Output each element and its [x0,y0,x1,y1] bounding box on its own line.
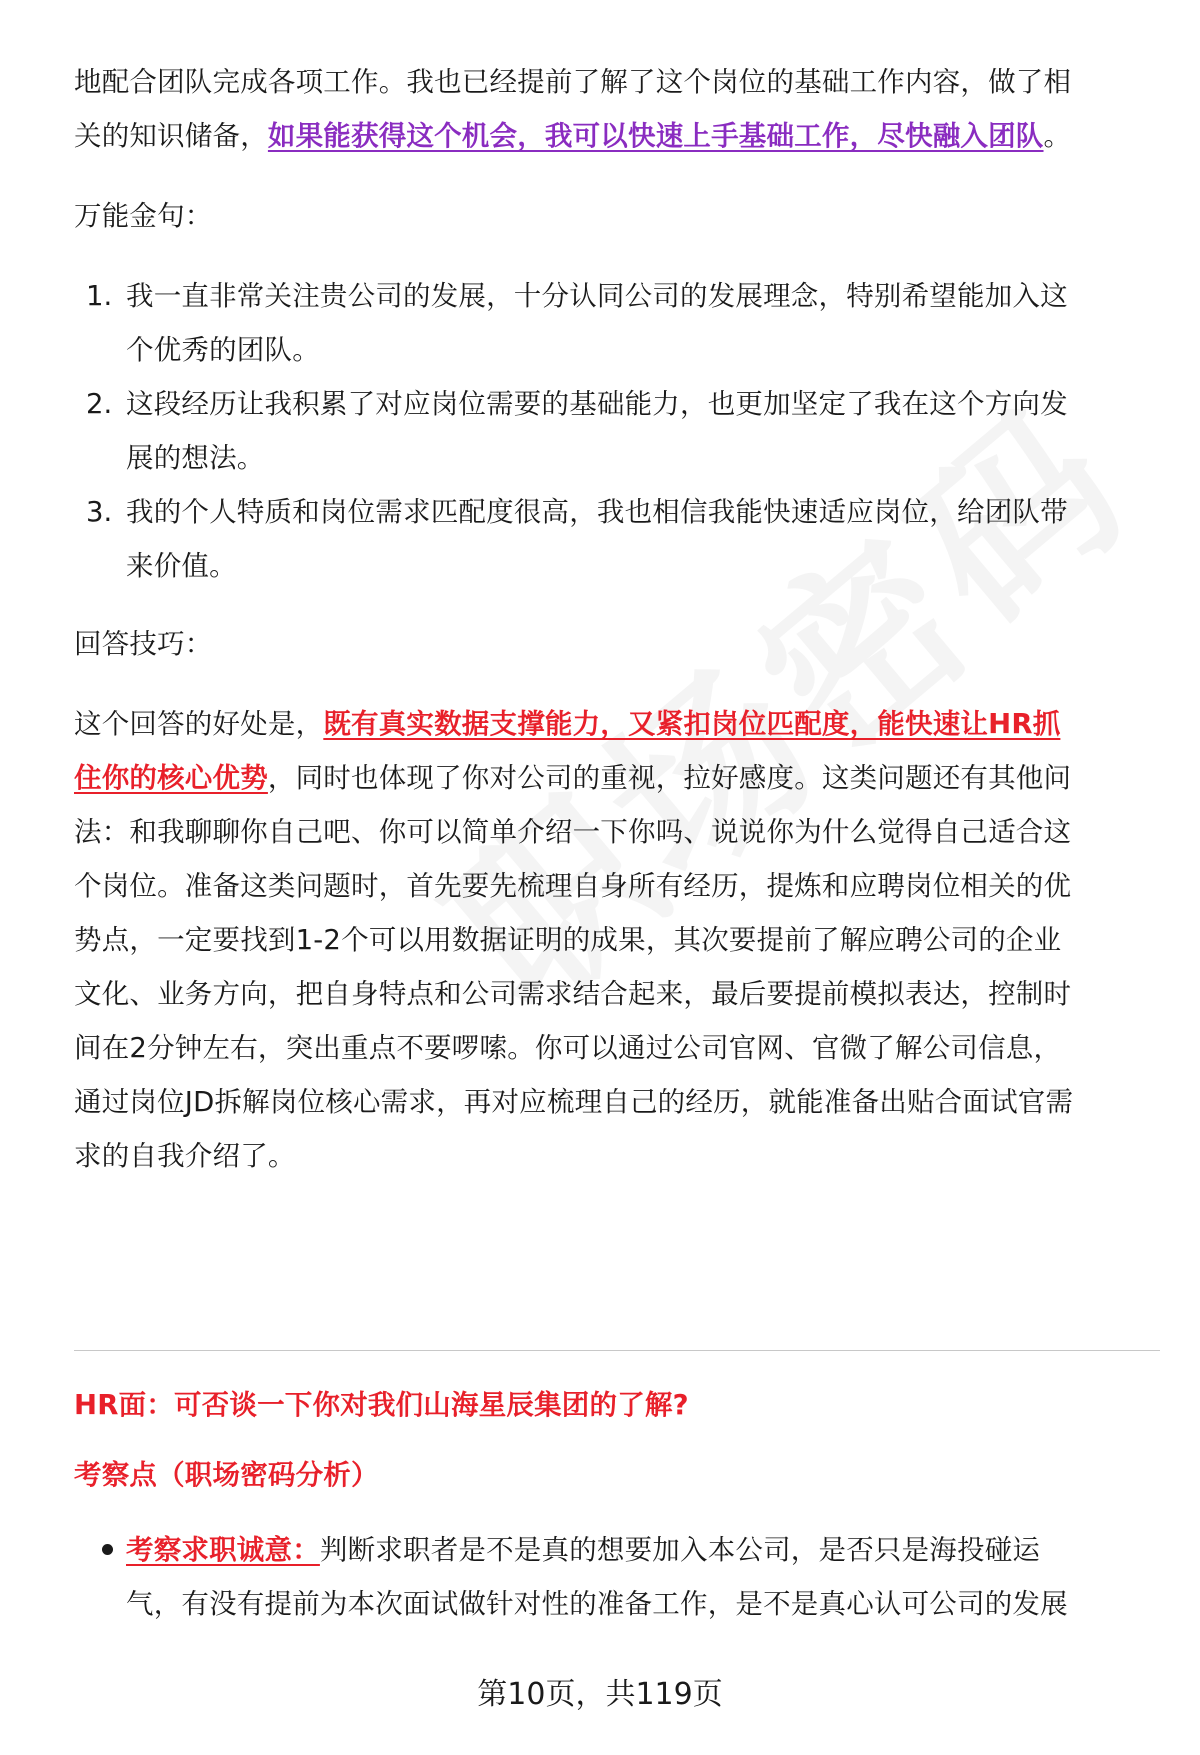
bullet-icon [102,1544,113,1555]
tips-highlight: 既有真实数据支撑能力，又紧扣岗位匹配度，能快速让HR抓 [323,708,1061,740]
list-number: 2. [86,388,113,420]
list-item-line: 这段经历让我积累了对应岗位需要的基础能力，也更加坚定了我在这个方向发 [126,388,1068,420]
tips-line-7: 间在2分钟左右，突出重点不要啰嗦。你可以通过公司官网、官微了解公司信息， [74,1032,1062,1064]
tips-line-3: 法：和我聊聊你自己吧、你可以简单介绍一下你吗、说说你为什么觉得自己适合这 [74,816,1072,848]
hr-question-heading: HR面：可否谈一下你对我们山海星辰集团的了解? [74,1389,689,1421]
tips-line-6: 文化、业务方向，把自身特点和公司需求结合起来，最后要提前模拟表达，控制时 [74,978,1072,1010]
section-divider [74,1350,1160,1351]
list-number: 3. [86,496,113,528]
intro-text: 关的知识储备， [74,120,268,152]
list-item-line: 我的个人特质和岗位需求匹配度很高，我也相信我能快速适应岗位，给团队带 [126,496,1068,528]
tips-line-8: 通过岗位JD拆解岗位核心需求，再对应梳理自己的经历，就能准备出贴合面试官需 [74,1086,1074,1118]
list-item-line: 展的想法。 [126,442,265,474]
tips-highlight: 住你的核心优势 [74,762,268,794]
golden-title: 万能金句： [74,200,213,232]
bullet-line-2: 气，有没有提前为本次面试做针对性的准备工作，是不是真心认可公司的发展 [126,1588,1068,1620]
list-item-line: 来价值。 [126,550,237,582]
tips-text: ，同时也体现了你对公司的重视，拉好感度。这类问题还有其他问 [267,762,1072,794]
list-number: 1. [86,280,113,312]
list-item-line: 我一直非常关注贵公司的发展，十分认同公司的发展理念，特别希望能加入这 [126,280,1068,312]
bullet-label: 考察求职诚意： [126,1534,320,1566]
intro-highlight: 如果能获得这个机会，我可以快速上手基础工作，尽快融入团队 [267,120,1044,152]
intro-line-1: 地配合团队完成各项工作。我也已经提前了解了这个岗位的基础工作内容，做了相 [74,66,1072,98]
tips-line-2 [74,758,1071,798]
tips-line-1 [74,704,1060,744]
bullet-line-1 [126,1530,1040,1570]
tips-line-5: 势点，一定要找到1-2个可以用数据证明的成果，其次要提前了解应聘公司的企业 [74,924,1062,956]
analysis-heading: 考察点（职场密码分析） [74,1459,379,1491]
tips-line-4: 个岗位。准备这类问题时，首先要先梳理自身所有经历，提炼和应聘岗位相关的优 [74,870,1072,902]
tips-text: 这个回答的好处是， [74,708,324,740]
intro-line-2 [74,116,1071,156]
bullet-text: 判断求职者是不是真的想要加入本公司，是否只是海投碰运 [319,1534,1041,1566]
page-footer: 第10页，共119页 [477,1677,723,1712]
tips-title: 回答技巧： [74,628,213,660]
tips-line-9: 求的自我介绍了。 [74,1140,296,1172]
intro-end: 。 [1043,120,1072,152]
list-item-line: 个优秀的团队。 [126,334,320,366]
